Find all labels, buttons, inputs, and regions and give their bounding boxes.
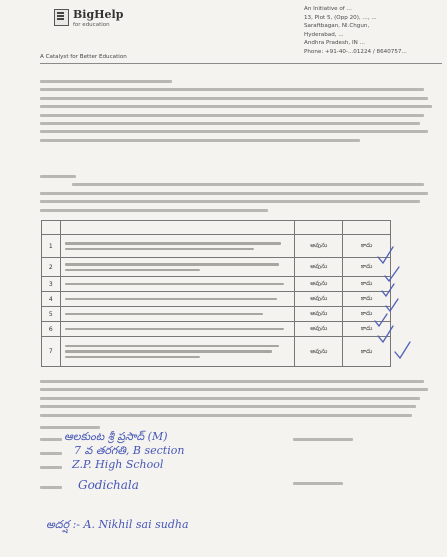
- book-icon: [54, 9, 69, 26]
- intro-paragraph: [40, 80, 440, 147]
- answer-no: కాదు: [343, 307, 391, 322]
- handwritten-student-name: అదర్ష :- A. Nikhil sai sudha: [46, 518, 189, 531]
- address-line: Phone: +91-40-...01224 / 8640757...: [304, 48, 407, 55]
- table-row: 2 అవును కాదు: [42, 258, 391, 277]
- instructions-paragraph: [40, 175, 440, 217]
- answer-no: కాదు: [343, 337, 391, 367]
- questionnaire-table: [41, 220, 391, 367]
- answer-yes: అవును: [295, 292, 343, 307]
- answer-yes: అవును: [295, 322, 343, 337]
- handwritten-place: Godichala: [78, 478, 139, 492]
- field-label-name: [40, 438, 62, 446]
- table-row: 5 అవును కాదు: [42, 307, 391, 322]
- table-row: 7 అవును కాదు: [42, 337, 391, 367]
- answer-yes: అవును: [295, 337, 343, 367]
- answer-yes: అవును: [295, 307, 343, 322]
- brand-name: BigHelp: [73, 8, 124, 21]
- brand-subtitle: for education: [73, 22, 110, 28]
- address-line: Hyderabad, ...: [304, 31, 344, 38]
- tagline: A Catalyst for Better Education: [40, 54, 127, 60]
- table-row: 4 అవును కాదు: [42, 292, 391, 307]
- address-line: 13, Plot 5, (Opp 20), ..., ...: [304, 14, 377, 21]
- answer-yes: అవును: [295, 277, 343, 292]
- answer-no: కాదు: [343, 292, 391, 307]
- address-block: [304, 5, 444, 57]
- answer-no: కాదు: [343, 277, 391, 292]
- answer-yes: అవును: [295, 258, 343, 277]
- table-header: [42, 221, 391, 235]
- handwritten-name: ఆలకుంట శ్రీ ప్రసాద్ (M): [64, 430, 168, 443]
- handwritten-class: 7 వ తరగతి, B section: [74, 444, 185, 457]
- signature-label: [293, 438, 353, 446]
- closing-paragraph: [40, 380, 440, 422]
- signature-label: [293, 482, 343, 490]
- header-divider: [40, 63, 442, 64]
- bighelp-logo: [54, 9, 123, 28]
- address-line: Saraftbagan, Nl.Chgun,: [304, 23, 370, 30]
- table-row: 6 అవును కాదు: [42, 322, 391, 337]
- answer-no: కాదు: [343, 235, 391, 258]
- answer-no: కాదు: [343, 258, 391, 277]
- answer-yes: అవును: [295, 235, 343, 258]
- address-line: Andhra Pradesh, IN ...: [304, 40, 365, 47]
- tick-mark: [395, 342, 410, 358]
- table-row: 1 అవును కాదు: [42, 235, 391, 258]
- handwritten-school: Z.P. High School: [72, 458, 164, 471]
- table-row: 3 అవును కాదు: [42, 277, 391, 292]
- field-label-class: [40, 452, 62, 460]
- field-label-school: [40, 466, 62, 474]
- field-label-place: [40, 486, 62, 494]
- answer-no: కాదు: [343, 322, 391, 337]
- address-line: An Initiative of ...: [304, 6, 352, 12]
